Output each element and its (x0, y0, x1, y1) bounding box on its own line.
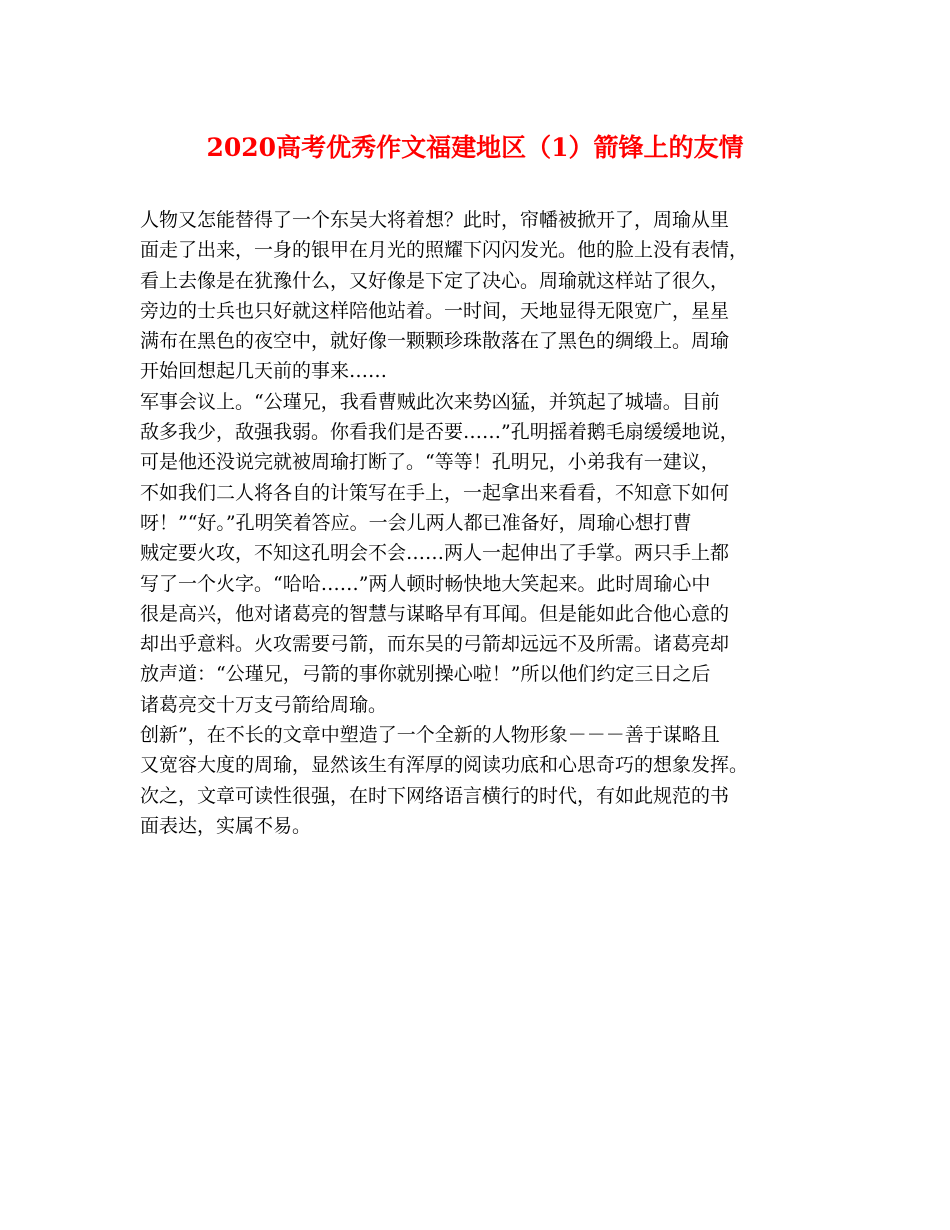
body-line: 开始回想起几天前的事来…… (140, 360, 388, 383)
body-line: 创新”，在不长的文章中塑造了一个全新的人物形象－－－善于谋略且 (140, 724, 720, 747)
body-line: 却出乎意料。火攻需要弓箭，而东吴的弓箭却远远不及所需。诸葛亮却 (140, 633, 730, 656)
body-line: 放声道：“公瑾兄，弓箭的事你就别操心啦！”所以他们约定三日之后 (140, 663, 711, 686)
body-line: 贼定要火攻，不知这孔明会不会……两人一起伸出了手掌。两只手上都 (140, 542, 730, 565)
body-line: 可是他还没说完就被周瑜打断了。“等等！孔明兄，小弟我有一建议， (140, 451, 720, 474)
document-body (140, 205, 840, 841)
body-line: 面表达，实属不易。 (140, 814, 312, 837)
body-line: 诸葛亮交十万支弓箭给周瑜。 (140, 693, 388, 716)
body-line: 军事会议上。“公瑾兄，我看曹贼此次来势凶猛，并筑起了城墙。目前 (140, 390, 720, 413)
body-line: 人物又怎能替得了一个东吴大将着想？此时，帘幡被掀开了，周瑜从里 (140, 209, 730, 231)
body-line: 面走了出来，一身的银甲在月光的照耀下闪闪发光。他的脸上没有表情， (140, 239, 749, 262)
body-line: 不如我们二人将各自的计策写在手上，一起拿出来看看，不知意下如何 (140, 481, 730, 504)
body-line: 敌多我少，敌强我弱。你看我们是否要……”孔明摇着鹅毛扇缓缓地说， (140, 421, 739, 444)
document-title: 2020高考优秀作文福建地区（1）箭锋上的友情 (206, 133, 744, 162)
body-line: 呀！”“好。”孔明笑着答应。一会儿两人都已准备好，周瑜心想打曹 (140, 511, 692, 534)
body-line: 旁边的士兵也只好就这样陪他站着。一时间，天地显得无限宽广，星星 (140, 299, 730, 322)
body-line: 满布在黑色的夜空中，就好像一颗颗珍珠散落在了黑色的绸缎上。周瑜 (140, 330, 730, 353)
body-line: 很是高兴，他对诸葛亮的智慧与谋略早有耳闻。但是能如此合他心意的 (140, 602, 730, 625)
body-line: 看上去像是在犹豫什么，又好像是下定了决心。周瑜就这样站了很久， (140, 269, 730, 292)
body-line: 次之，文章可读性很强，在时下网络语言横行的时代，有如此规范的书 (140, 784, 730, 807)
body-line: 写了一个火字。“哈哈……”两人顿时畅快地大笑起来。此时周瑜心中 (140, 572, 711, 595)
body-line: 又宽容大度的周瑜，显然该生有浑厚的阅读功底和心思奇巧的想象发挥。 (140, 754, 749, 777)
